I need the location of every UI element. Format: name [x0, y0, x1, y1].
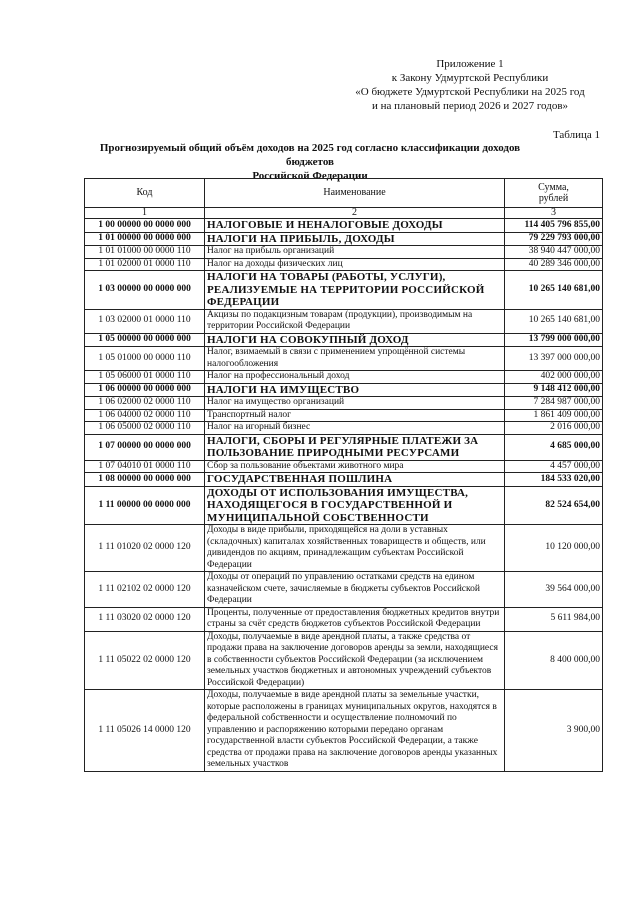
- header-sum-line: рублей: [538, 193, 569, 204]
- header-code: Код: [85, 179, 205, 208]
- column-number: 3: [505, 208, 603, 219]
- title-line: Прогнозируемый общий объём доходов на 2025 год согласно классификации доходов бюджетов: [99, 142, 521, 168]
- row-code: 1 11 00000 00 0000 000: [85, 486, 205, 525]
- row-name: НАЛОГОВЫЕ И НЕНАЛОГОВЫЕ ДОХОДЫ: [205, 219, 505, 233]
- row-sum: 1 861 409 000,00: [505, 409, 603, 422]
- row-sum: 79 229 793 000,00: [505, 232, 603, 246]
- table-row: [85, 347, 603, 371]
- row-name: Налог на игорный бизнес: [205, 422, 505, 435]
- table-row: [85, 219, 603, 233]
- row-name: Доходы от операций по управлению остатками средств на едином казначейском счете, зачисляемые в бюджеты субъектов Российской Федерации: [205, 572, 505, 608]
- row-sum: 7 284 987 000,00: [505, 397, 603, 410]
- table-row: [85, 525, 603, 572]
- row-name: Налог, взимаемый в связи с применением упрощённой системы налогообложения: [205, 347, 505, 371]
- row-name: Акцизы по подакцизным товарам (продукции), производимым на территории Российской Федерации: [205, 309, 505, 333]
- row-name: Налог на имущество организаций: [205, 397, 505, 410]
- table-row: [85, 473, 603, 487]
- row-code: 1 05 01000 00 0000 110: [85, 347, 205, 371]
- row-code: 1 08 00000 00 0000 000: [85, 473, 205, 487]
- table-row: [85, 232, 603, 246]
- appendix-line: «О бюджете Удмуртской Республики на 2025 год: [355, 86, 585, 98]
- row-code: 1 06 00000 00 0000 000: [85, 383, 205, 397]
- row-code: 1 01 02000 01 0000 110: [85, 258, 205, 271]
- row-name: НАЛОГИ НА СОВОКУПНЫЙ ДОХОД: [205, 333, 505, 347]
- row-sum: 10 265 140 681,00: [505, 309, 603, 333]
- row-code: 1 07 04010 01 0000 110: [85, 460, 205, 473]
- table-row: [85, 333, 603, 347]
- row-name: Доходы в виде прибыли, приходящейся на доли в уставных (складочных) капиталах хозяйственных товариществ и обществ, или дивидендов по акциям, принадлежащим субъектам Российской Федерации: [205, 525, 505, 572]
- table-row: [85, 309, 603, 333]
- table-row: [85, 383, 603, 397]
- row-code: 1 01 00000 00 0000 000: [85, 232, 205, 246]
- table-row: [85, 246, 603, 259]
- row-code: 1 11 05026 14 0000 120: [85, 690, 205, 772]
- row-code: 1 00 00000 00 0000 000: [85, 219, 205, 233]
- header-sum-line: Сумма,: [538, 181, 569, 193]
- table-row: [85, 572, 603, 608]
- row-sum: 402 000 000,00: [505, 371, 603, 384]
- row-sum: 114 405 796 855,00: [505, 219, 603, 233]
- title-line: Российской Федерации: [252, 170, 368, 182]
- header-name: Наименование: [205, 179, 505, 208]
- row-sum: 2 016 000,00: [505, 422, 603, 435]
- row-sum: 4 685 000,00: [505, 434, 603, 460]
- table-row: [85, 371, 603, 384]
- row-sum: 4 457 000,00: [505, 460, 603, 473]
- row-name: НАЛОГИ, СБОРЫ И РЕГУЛЯРНЫЕ ПЛАТЕЖИ ЗА ПОЛЬЗОВАНИЕ ПРИРОДНЫМИ РЕСУРСАМИ: [205, 434, 505, 460]
- table-row: [85, 486, 603, 525]
- column-number-row: [85, 208, 603, 219]
- row-sum: 8 400 000,00: [505, 631, 603, 690]
- row-code: 1 07 00000 00 0000 000: [85, 434, 205, 460]
- row-sum: 3 900,00: [505, 690, 603, 772]
- row-code: 1 05 06000 01 0000 110: [85, 371, 205, 384]
- row-name: Проценты, полученные от предоставления бюджетных кредитов внутри страны за счёт средств бюджетов субъектов Российской Федерации: [205, 607, 505, 631]
- appendix-caption: [340, 57, 600, 113]
- row-name: Налог на профессиональный доход: [205, 371, 505, 384]
- table-row: [85, 631, 603, 690]
- row-name: ДОХОДЫ ОТ ИСПОЛЬЗОВАНИЯ ИМУЩЕСТВА, НАХОДЯЩЕГОСЯ В ГОСУДАРСТВЕННОЙ И МУНИЦИПАЛЬНОЙ СОБСТВЕННОСТИ: [205, 486, 505, 525]
- appendix-line: и на плановый период 2026 и 2027 годов»: [371, 100, 569, 112]
- table-number: Таблица 1: [552, 129, 600, 141]
- column-number: 1: [85, 208, 205, 219]
- table-row: [85, 607, 603, 631]
- row-name: НАЛОГИ НА ТОВАРЫ (РАБОТЫ, УСЛУГИ), РЕАЛИЗУЕМЫЕ НА ТЕРРИТОРИИ РОССИЙСКОЙ ФЕДЕРАЦИИ: [205, 271, 505, 310]
- row-code: 1 06 04000 02 0000 110: [85, 409, 205, 422]
- row-code: 1 11 05022 02 0000 120: [85, 631, 205, 690]
- row-sum: 10 120 000,00: [505, 525, 603, 572]
- row-code: 1 01 01000 00 0000 110: [85, 246, 205, 259]
- row-name: Доходы, получаемые в виде арендной платы за земельные участки, которые расположены в границах муниципальных округов, находятся в федеральной собственности и осуществление полномочий по управлению и распоряжению которыми передано органам государственной власти субъектов Российской Федерации, а также средства от продажи права на заключение договоров аренды указанных земельных участков: [205, 690, 505, 772]
- document-title: [80, 141, 540, 183]
- table-row: [85, 258, 603, 271]
- row-sum: 13 397 000 000,00: [505, 347, 603, 371]
- table-row: [85, 460, 603, 473]
- row-sum: 40 289 346 000,00: [505, 258, 603, 271]
- column-number: 2: [205, 208, 505, 219]
- row-code: 1 06 05000 02 0000 110: [85, 422, 205, 435]
- table-row: [85, 397, 603, 410]
- row-name: Налог на доходы физических лиц: [205, 258, 505, 271]
- row-sum: 39 564 000,00: [505, 572, 603, 608]
- table-row: [85, 271, 603, 310]
- row-name: Налог на прибыль организаций: [205, 246, 505, 259]
- row-sum: 13 799 000 000,00: [505, 333, 603, 347]
- row-name: Доходы, получаемые в виде арендной платы, а также средства от продажи права на заключение договоров аренды за земли, находящиеся в собственности субъектов Российской Федерации (за исключением земельных участков бюджетных и автономных учреждений субъектов Российской Федерации): [205, 631, 505, 690]
- row-sum: 38 940 447 000,00: [505, 246, 603, 259]
- row-name: НАЛОГИ НА ПРИБЫЛЬ, ДОХОДЫ: [205, 232, 505, 246]
- row-code: 1 11 03020 02 0000 120: [85, 607, 205, 631]
- table-header-row: [85, 179, 603, 208]
- table-row: [85, 434, 603, 460]
- row-sum: 10 265 140 681,00: [505, 271, 603, 310]
- row-sum: 9 148 412 000,00: [505, 383, 603, 397]
- header-sum: [505, 179, 603, 208]
- row-name: НАЛОГИ НА ИМУЩЕСТВО: [205, 383, 505, 397]
- revenue-table: [84, 178, 603, 772]
- row-code: 1 11 02102 02 0000 120: [85, 572, 205, 608]
- row-name: Транспортный налог: [205, 409, 505, 422]
- row-code: 1 03 00000 00 0000 000: [85, 271, 205, 310]
- row-sum: 5 611 984,00: [505, 607, 603, 631]
- row-name: Сбор за пользование объектами животного мира: [205, 460, 505, 473]
- row-sum: 82 524 654,00: [505, 486, 603, 525]
- row-code: 1 11 01020 02 0000 120: [85, 525, 205, 572]
- table-row: [85, 409, 603, 422]
- row-code: 1 05 00000 00 0000 000: [85, 333, 205, 347]
- row-sum: 184 533 020,00: [505, 473, 603, 487]
- table-row: [85, 422, 603, 435]
- appendix-line: Приложение 1: [436, 58, 504, 70]
- table-row: [85, 690, 603, 772]
- row-name: ГОСУДАРСТВЕННАЯ ПОШЛИНА: [205, 473, 505, 487]
- appendix-line: к Закону Удмуртской Республики: [391, 72, 549, 84]
- row-code: 1 03 02000 01 0000 110: [85, 309, 205, 333]
- row-code: 1 06 02000 02 0000 110: [85, 397, 205, 410]
